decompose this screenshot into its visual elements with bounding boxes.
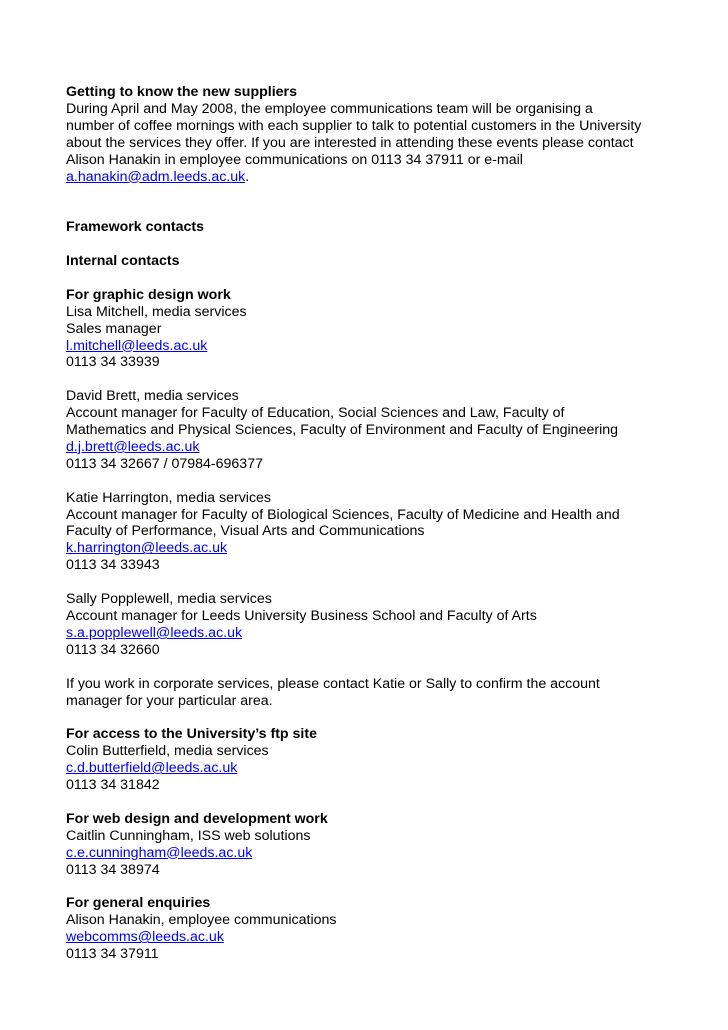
contact-name: Lisa Mitchell, media services [66, 303, 247, 320]
contact-name: Katie Harrington, media services [66, 489, 272, 506]
intro-text-line: During April and May 2008, the employee communications team will be organising a [66, 100, 593, 117]
email-link-harrington[interactable]: k.harrington@leeds.ac.uk [66, 540, 228, 557]
contact-block-mitchell [66, 304, 686, 372]
section-heading-framework: Framework contacts [66, 219, 204, 236]
contact-phone: 0113 34 33939 [66, 354, 160, 371]
section-heading-ftp: For access to the University’s ftp site [66, 726, 317, 743]
email-link-popplewell[interactable]: s.a.popplewell@leeds.ac.uk [66, 624, 243, 641]
contact-block-popplewell [66, 591, 686, 659]
contact-role: Faculty of Performance, Visual Arts and Communications [66, 523, 425, 540]
contact-role: Mathematics and Physical Sciences, Faculty of Environment and Faculty of Engineering [66, 422, 619, 439]
corporate-services-note: If you work in corporate services, please contact Katie or Sally to confirm the account [66, 675, 600, 692]
intro-email-suffix: . [245, 168, 250, 185]
contact-name: Alison Hanakin, employee communications [66, 912, 337, 929]
contact-name: Colin Butterfield, media services [66, 743, 269, 760]
contact-block-ftp [66, 726, 686, 794]
email-link-mitchell[interactable]: l.mitchell@leeds.ac.uk [66, 337, 208, 354]
email-link-hanakin[interactable]: a.hanakin@adm.leeds.ac.uk [66, 168, 246, 185]
intro-email-line [66, 169, 686, 186]
contact-block-general [66, 895, 686, 963]
email-link-brett[interactable]: d.j.brett@leeds.ac.uk [66, 438, 200, 455]
contact-name: Sally Popplewell, media services [66, 591, 272, 608]
section-heading-graphic-design: For graphic design work [66, 286, 231, 303]
contact-name: David Brett, media services [66, 388, 239, 405]
section-heading-internal: Internal contacts [66, 253, 180, 270]
contact-role: Account manager for Leeds University Business School and Faculty of Arts [66, 607, 537, 624]
contact-name: Caitlin Cunningham, ISS web solutions [66, 827, 311, 844]
contact-phone: 0113 34 33943 [66, 557, 160, 574]
contact-phone: 0113 34 32667 / 07984-696377 [66, 455, 263, 472]
contact-phone: 0113 34 38974 [66, 861, 160, 878]
contact-phone: 0113 34 32660 [66, 641, 160, 658]
contact-block-web [66, 811, 686, 879]
section-heading-web: For web design and development work [66, 810, 328, 827]
contact-role: Account manager for Faculty of Education, Social Sciences and Law, Faculty of [66, 405, 565, 422]
contact-block-harrington [66, 490, 686, 575]
section-heading-suppliers: Getting to know the new suppliers [66, 84, 297, 100]
email-link-butterfield[interactable]: c.d.butterfield@leeds.ac.uk [66, 760, 238, 777]
document-page [66, 84, 686, 963]
contact-phone: 0113 34 31842 [66, 777, 160, 794]
intro-text-line: number of coffee mornings with each supplier to talk to potential customers in the University [66, 117, 642, 134]
contact-phone: 0113 34 37911 [66, 946, 159, 963]
section-heading-general: For general enquiries [66, 895, 211, 912]
contact-role: Account manager for Faculty of Biological Sciences, Faculty of Medicine and Health and [66, 506, 620, 523]
contact-block-brett [66, 388, 686, 473]
intro-text-line: about the services they offer. If you are interested in attending these events please contact [66, 134, 634, 151]
contact-role: Sales manager [66, 320, 162, 337]
email-link-webcomms[interactable]: webcomms@leeds.ac.uk [66, 929, 224, 946]
email-link-cunningham[interactable]: c.e.cunningham@leeds.ac.uk [66, 844, 253, 861]
intro-text-line: Alison Hanakin in employee communications on 0113 34 37911 or e-mail [66, 151, 523, 168]
corporate-services-note: manager for your particular area. [66, 692, 273, 709]
